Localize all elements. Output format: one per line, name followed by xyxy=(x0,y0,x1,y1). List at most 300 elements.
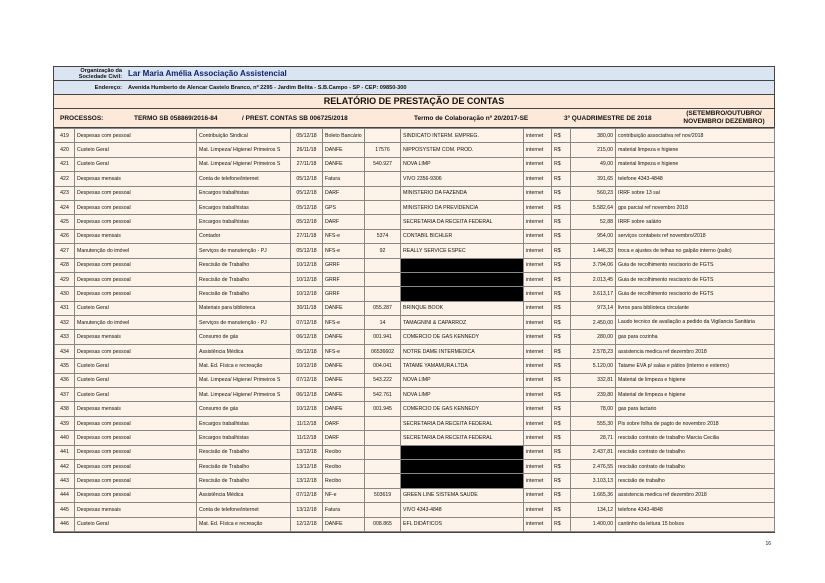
description-cell: Materiais para biblioteca xyxy=(197,301,291,315)
table-row xyxy=(55,200,775,214)
doc-type-cell: DARF xyxy=(323,431,365,445)
doc-type-cell: DANFE xyxy=(323,157,365,171)
payment-cell: internet xyxy=(524,388,552,402)
description-cell: Rescisão de Trabalho xyxy=(197,445,291,459)
row-number: 430 xyxy=(55,287,75,301)
table-row xyxy=(55,301,775,315)
notes-cell: telefone 4343-4848 xyxy=(616,503,775,517)
supplier-cell: BRINQUE BOOK xyxy=(401,301,524,315)
doc-type-cell: NFS-e xyxy=(323,344,365,358)
value-cell: 380,00 xyxy=(571,129,616,143)
category-cell: Custeio Geral xyxy=(75,359,197,373)
currency-cell: R$ xyxy=(552,445,571,459)
doc-number-cell xyxy=(365,474,401,488)
description-cell: Consumo de gás xyxy=(197,402,291,416)
value-cell: 391,65 xyxy=(571,172,616,186)
currency-cell: R$ xyxy=(552,459,571,473)
notes-cell: Pis sobre folha de pagto de novembro 2018 xyxy=(616,416,775,430)
address-value: Avenida Humberto de Alencar Castelo Branco, nº 2295 - Jardim Belita - S.B.Campo - SP - CEP: 09850-300 xyxy=(128,84,407,91)
date-cell: 10/12/18 xyxy=(291,402,323,416)
doc-number-cell xyxy=(365,215,401,229)
report-sheet xyxy=(53,66,775,533)
currency-cell: R$ xyxy=(552,301,571,315)
supplier-cell: MINISTERIO DA FAZENDA xyxy=(401,186,524,200)
address-label: Endereço: xyxy=(94,84,122,91)
table-row xyxy=(55,474,775,488)
supplier-cell xyxy=(401,474,524,488)
doc-number-cell: 004.041 xyxy=(365,359,401,373)
description-cell: Contribuição Sindical xyxy=(197,129,291,143)
notes-cell: troca e ajustes de telhas no galpão interno (palio) xyxy=(616,244,775,258)
value-cell: 28,71 xyxy=(571,431,616,445)
doc-type-cell: DANFE xyxy=(323,301,365,315)
notes-cell: Guia de recolhimento rescisorio de FGTS xyxy=(616,258,775,272)
category-cell: Manutenção do imóvel xyxy=(75,316,197,330)
table-row xyxy=(55,244,775,258)
notes-cell: contribuição associativa ref nov/2018 xyxy=(616,129,775,143)
date-cell: 26/11/18 xyxy=(291,143,323,157)
notes-cell: IRRF sobre 13 sal xyxy=(616,186,775,200)
payment-cell: internet xyxy=(524,229,552,243)
supplier-cell: TAMAGNINI & CAPARROZ xyxy=(401,316,524,330)
doc-number-cell xyxy=(365,416,401,430)
org-name: Lar Maria Amélia Associação Assistencial xyxy=(128,69,287,78)
doc-number-cell: 008.865 xyxy=(365,517,401,531)
date-cell: 06/12/18 xyxy=(291,330,323,344)
description-cell: Assistência Médica xyxy=(197,344,291,358)
category-cell: Custeio Geral xyxy=(75,143,197,157)
table-row xyxy=(55,344,775,358)
description-cell: Conta de telefone/internet xyxy=(197,172,291,186)
table-row xyxy=(55,488,775,502)
payment-cell: internet xyxy=(524,416,552,430)
doc-number-cell: 540.927 xyxy=(365,157,401,171)
description-cell: Encargos trabalhistas xyxy=(197,200,291,214)
date-cell: 05/12/18 xyxy=(291,186,323,200)
doc-type-cell: NFS-e xyxy=(323,316,365,330)
category-cell: Despesas com pessoal xyxy=(75,488,197,502)
table-row xyxy=(55,445,775,459)
category-cell: Despesas com pessoal xyxy=(75,258,197,272)
table-row xyxy=(55,157,775,171)
table-row xyxy=(55,287,775,301)
date-cell: 06/12/18 xyxy=(291,388,323,402)
table-row xyxy=(55,186,775,200)
doc-type-cell: NF-e xyxy=(323,488,365,502)
row-number: 441 xyxy=(55,445,75,459)
currency-cell: R$ xyxy=(552,172,571,186)
period-line-2: NOVEMBRO/ DEZEMBRO) xyxy=(683,117,765,125)
date-cell: 10/12/18 xyxy=(291,258,323,272)
doc-number-cell xyxy=(365,503,401,517)
category-cell: Despesas com pessoal xyxy=(75,431,197,445)
date-cell: 07/12/18 xyxy=(291,373,323,387)
value-cell: 280,00 xyxy=(571,330,616,344)
supplier-cell xyxy=(401,459,524,473)
payment-cell: internet xyxy=(524,359,552,373)
row-number: 431 xyxy=(55,301,75,315)
row-number: 436 xyxy=(55,373,75,387)
category-cell: Despesas com pessoal xyxy=(75,129,197,143)
notes-cell: gas para cozinha xyxy=(616,330,775,344)
value-cell: 2.437,81 xyxy=(571,445,616,459)
supplier-cell: CONTABIL BICHLER xyxy=(401,229,524,243)
date-cell: 13/12/18 xyxy=(291,459,323,473)
doc-number-cell: 06536602 xyxy=(365,344,401,358)
payment-cell: internet xyxy=(524,129,552,143)
currency-cell: R$ xyxy=(552,330,571,344)
table-row xyxy=(55,517,775,531)
doc-number-cell xyxy=(365,459,401,473)
row-number: 423 xyxy=(55,186,75,200)
process-2: / PREST. CONTAS SB 006725/2018 xyxy=(242,115,348,122)
table-row xyxy=(55,129,775,143)
table-row xyxy=(55,416,775,430)
supplier-cell: MINISTERIO DA PREVIDENCIA xyxy=(401,200,524,214)
payment-cell: internet xyxy=(524,445,552,459)
description-cell: Rescisão de Trabalho xyxy=(197,258,291,272)
row-number: 445 xyxy=(55,503,75,517)
currency-cell: R$ xyxy=(552,503,571,517)
payment-cell: internet xyxy=(524,488,552,502)
row-number: 443 xyxy=(55,474,75,488)
doc-number-cell: 17576 xyxy=(365,143,401,157)
row-number: 427 xyxy=(55,244,75,258)
supplier-cell: VIVO 4343-4848 xyxy=(401,503,524,517)
row-number: 424 xyxy=(55,200,75,214)
value-cell: 2.013,45 xyxy=(571,272,616,286)
doc-number-cell: 055.287 xyxy=(365,301,401,315)
description-cell: Mat. Limpeza/ Higiene/ Primeiros S xyxy=(197,157,291,171)
currency-cell: R$ xyxy=(552,287,571,301)
description-cell: Mat. Ed. Física e recreação xyxy=(197,517,291,531)
description-cell: Rescisão de Trabalho xyxy=(197,287,291,301)
row-number: 429 xyxy=(55,272,75,286)
value-cell: 5.120,00 xyxy=(571,359,616,373)
value-cell: 3.103,13 xyxy=(571,474,616,488)
date-cell: 10/12/18 xyxy=(291,359,323,373)
row-number: 425 xyxy=(55,215,75,229)
date-cell: 05/12/18 xyxy=(291,172,323,186)
currency-cell: R$ xyxy=(552,186,571,200)
org-label: Organização da Sociedade Civil: xyxy=(78,67,122,80)
notes-cell: Guia de recolhimento rescisorio de FGTS xyxy=(616,272,775,286)
category-cell: Despesas mensais xyxy=(75,330,197,344)
payment-cell: internet xyxy=(524,459,552,473)
doc-type-cell: GRRF xyxy=(323,287,365,301)
doc-type-cell: DANFE xyxy=(323,402,365,416)
currency-cell: R$ xyxy=(552,129,571,143)
value-cell: 3.794,06 xyxy=(571,258,616,272)
category-cell: Despesas mensais xyxy=(75,172,197,186)
expenses-table xyxy=(54,128,775,532)
row-number: 435 xyxy=(55,359,75,373)
supplier-cell: NOTRE DAME INTERMEDICA xyxy=(401,344,524,358)
notes-cell: material limpeza e higiene xyxy=(616,157,775,171)
payment-cell: internet xyxy=(524,244,552,258)
category-cell: Despesas mensais xyxy=(75,503,197,517)
table-row xyxy=(55,388,775,402)
category-cell: Despesas com pessoal xyxy=(75,445,197,459)
supplier-cell: NIPPOSYSTEM COM. PROD. xyxy=(401,143,524,157)
notes-cell: rescisão contrato de trabalho Marcia Cecilia xyxy=(616,431,775,445)
table-row xyxy=(55,258,775,272)
table-row xyxy=(55,143,775,157)
doc-type-cell: DANFE xyxy=(323,143,365,157)
category-cell: Custeio Geral xyxy=(75,301,197,315)
value-cell: 5.582,64 xyxy=(571,200,616,214)
supplier-cell: COMERCIO DE GAS KENNEDY xyxy=(401,402,524,416)
doc-type-cell: GRRF xyxy=(323,272,365,286)
table-row xyxy=(55,373,775,387)
notes-cell: rescisão contrato de trabalho xyxy=(616,459,775,473)
notes-cell: Guia de recolhimento rescisorio de FGTS xyxy=(616,287,775,301)
value-cell: 2.578,23 xyxy=(571,344,616,358)
value-cell: 3.613,17 xyxy=(571,287,616,301)
payment-cell: internet xyxy=(524,474,552,488)
description-cell: Mat. Limpeza/ Higiene/ Primeiros S xyxy=(197,388,291,402)
currency-cell: R$ xyxy=(552,359,571,373)
row-number: 428 xyxy=(55,258,75,272)
row-number: 434 xyxy=(55,344,75,358)
doc-number-cell: 001.945 xyxy=(365,402,401,416)
doc-number-cell: 14 xyxy=(365,316,401,330)
row-number: 444 xyxy=(55,488,75,502)
currency-cell: R$ xyxy=(552,344,571,358)
doc-type-cell: NFS-e xyxy=(323,244,365,258)
value-cell: 52,88 xyxy=(571,215,616,229)
process-row xyxy=(54,109,774,128)
payment-cell: internet xyxy=(524,373,552,387)
supplier-cell: SECRETARIA DA RECEITA FEDERAL xyxy=(401,431,524,445)
value-cell: 78,00 xyxy=(571,402,616,416)
doc-number-cell xyxy=(365,186,401,200)
row-number: 446 xyxy=(55,517,75,531)
doc-number-cell xyxy=(365,200,401,214)
payment-cell: internet xyxy=(524,215,552,229)
value-cell: 1.446,33 xyxy=(571,244,616,258)
supplier-cell: TATAME YAMAMURA LTDA xyxy=(401,359,524,373)
doc-number-cell xyxy=(365,287,401,301)
description-cell: Rescisão de Trabalho xyxy=(197,474,291,488)
notes-cell: IRRF sobre salário xyxy=(616,215,775,229)
row-number: 438 xyxy=(55,402,75,416)
currency-cell: R$ xyxy=(552,272,571,286)
row-number: 439 xyxy=(55,416,75,430)
payment-cell: internet xyxy=(524,344,552,358)
supplier-cell: EFL DIDÁTICOS xyxy=(401,517,524,531)
notes-cell: rescisão de trabalho xyxy=(616,474,775,488)
row-number: 421 xyxy=(55,157,75,171)
description-cell: Rescisão de Trabalho xyxy=(197,459,291,473)
payment-cell: internet xyxy=(524,143,552,157)
date-cell: 11/12/18 xyxy=(291,416,323,430)
category-cell: Despesas com pessoal xyxy=(75,416,197,430)
currency-cell: R$ xyxy=(552,474,571,488)
value-cell: 2.450,00 xyxy=(571,316,616,330)
row-number: 420 xyxy=(55,143,75,157)
supplier-cell: COMERCIO DE GAS KENNEDY xyxy=(401,330,524,344)
value-cell: 973,14 xyxy=(571,301,616,315)
category-cell: Despesas com pessoal xyxy=(75,272,197,286)
doc-number-cell xyxy=(365,172,401,186)
doc-type-cell: Recibo xyxy=(323,459,365,473)
doc-type-cell: DANFE xyxy=(323,373,365,387)
table-row xyxy=(55,172,775,186)
description-cell: Encargos trabalhistas xyxy=(197,416,291,430)
value-cell: 555,30 xyxy=(571,416,616,430)
payment-cell: internet xyxy=(524,157,552,171)
row-number: 440 xyxy=(55,431,75,445)
payment-cell: internet xyxy=(524,330,552,344)
doc-type-cell: Fatura xyxy=(323,172,365,186)
date-cell: 13/12/18 xyxy=(291,445,323,459)
period-line-1: (SETEMBRO/OUTUBRO/ xyxy=(686,110,762,117)
date-cell: 27/11/18 xyxy=(291,229,323,243)
description-cell: Mat. Limpeza/ Higiene/ Primeiros S xyxy=(197,373,291,387)
date-cell: 05/12/18 xyxy=(291,129,323,143)
description-cell: Serviços de manutenção - PJ xyxy=(197,316,291,330)
currency-cell: R$ xyxy=(552,244,571,258)
currency-cell: R$ xyxy=(552,157,571,171)
notes-cell: rescisão contrato de trabalho xyxy=(616,445,775,459)
description-cell: Mat. Limpeza/ Higiene/ Primeiros S xyxy=(197,143,291,157)
supplier-cell: NOVA LIMP xyxy=(401,157,524,171)
value-cell: 49,00 xyxy=(571,157,616,171)
doc-number-cell xyxy=(365,272,401,286)
doc-number-cell: 503619 xyxy=(365,488,401,502)
process-1: TERMO SB 058869/2016-84 xyxy=(134,115,218,122)
doc-number-cell: 92 xyxy=(365,244,401,258)
payment-cell: internet xyxy=(524,301,552,315)
description-cell: Conta de telefone/internet xyxy=(197,503,291,517)
row-number: 432 xyxy=(55,316,75,330)
quarter-label: 3º QUADRIMESTRE DE 2018 xyxy=(564,115,652,122)
currency-cell: R$ xyxy=(552,215,571,229)
payment-cell: internet xyxy=(524,200,552,214)
row-number: 442 xyxy=(55,459,75,473)
row-number: 426 xyxy=(55,229,75,243)
notes-cell: telefone 4343-4848 xyxy=(616,172,775,186)
doc-number-cell xyxy=(365,258,401,272)
date-cell: 05/12/18 xyxy=(291,244,323,258)
supplier-cell: NOVA LIMP xyxy=(401,388,524,402)
doc-type-cell: DANFE xyxy=(323,330,365,344)
currency-cell: R$ xyxy=(552,229,571,243)
currency-cell: R$ xyxy=(552,316,571,330)
date-cell: 05/12/18 xyxy=(291,344,323,358)
description-cell: Rescisão de Trabalho xyxy=(197,272,291,286)
currency-cell: R$ xyxy=(552,143,571,157)
description-cell: Assistência Médica xyxy=(197,488,291,502)
doc-type-cell: NFS-e xyxy=(323,229,365,243)
table-row xyxy=(55,431,775,445)
date-cell: 10/12/18 xyxy=(291,272,323,286)
doc-number-cell xyxy=(365,445,401,459)
payment-cell: internet xyxy=(524,402,552,416)
payment-cell: internet xyxy=(524,272,552,286)
payment-cell: internet xyxy=(524,172,552,186)
table-row xyxy=(55,330,775,344)
doc-type-cell: Recibo xyxy=(323,445,365,459)
date-cell: 13/12/18 xyxy=(291,503,323,517)
table-row xyxy=(55,359,775,373)
value-cell: 239,80 xyxy=(571,388,616,402)
date-cell: 30/11/18 xyxy=(291,301,323,315)
notes-cell: serviços contabeis ref novembro/2018 xyxy=(616,229,775,243)
category-cell: Despesas com pessoal xyxy=(75,186,197,200)
doc-type-cell: GRRF xyxy=(323,258,365,272)
row-number: 419 xyxy=(55,129,75,143)
notes-cell: assistencia medica ref dezembro 2018 xyxy=(616,488,775,502)
date-cell: 11/12/18 xyxy=(291,431,323,445)
page-number: 16 xyxy=(765,541,771,547)
notes-cell: livros para biblioteca circulante xyxy=(616,301,775,315)
currency-cell: R$ xyxy=(552,258,571,272)
currency-cell: R$ xyxy=(552,488,571,502)
payment-cell: internet xyxy=(524,287,552,301)
notes-cell: assistencia medica ref dezembro 2018 xyxy=(616,344,775,358)
row-number: 437 xyxy=(55,388,75,402)
value-cell: 1.400,00 xyxy=(571,517,616,531)
doc-type-cell: DANFE xyxy=(323,517,365,531)
payment-cell: internet xyxy=(524,431,552,445)
notes-cell: Material de limpeza e higiene xyxy=(616,388,775,402)
processes-label: PROCESSOS: xyxy=(60,115,104,122)
currency-cell: R$ xyxy=(552,200,571,214)
category-cell: Custeio Geral xyxy=(75,517,197,531)
org-row xyxy=(54,67,774,81)
description-cell: Encargos trabalhistas xyxy=(197,431,291,445)
table-row xyxy=(55,215,775,229)
supplier-cell: REALLY SERVICE ESPEC xyxy=(401,244,524,258)
value-cell: 560,23 xyxy=(571,186,616,200)
notes-cell: gas para lactario xyxy=(616,402,775,416)
category-cell: Custeio Geral xyxy=(75,157,197,171)
doc-type-cell: Recibo xyxy=(323,474,365,488)
category-cell: Custeio Geral xyxy=(75,388,197,402)
description-cell: Encargos trabalhistas xyxy=(197,215,291,229)
doc-type-cell: GPS xyxy=(323,200,365,214)
table-row xyxy=(55,229,775,243)
category-cell: Despesas com pessoal xyxy=(75,459,197,473)
category-cell: Manutenção do imóvel xyxy=(75,244,197,258)
payment-cell: internet xyxy=(524,316,552,330)
value-cell: 215,00 xyxy=(571,143,616,157)
description-cell: Mat. Ed. Física e recreação xyxy=(197,359,291,373)
doc-number-cell: 5374 xyxy=(365,229,401,243)
doc-type-cell: DANFE xyxy=(323,388,365,402)
date-cell: 07/12/18 xyxy=(291,316,323,330)
table-row xyxy=(55,316,775,330)
row-number: 433 xyxy=(55,330,75,344)
supplier-cell: VIVO 2356-9306 xyxy=(401,172,524,186)
doc-type-cell: DARF xyxy=(323,215,365,229)
supplier-cell xyxy=(401,287,524,301)
doc-type-cell: DARF xyxy=(323,416,365,430)
payment-cell: internet xyxy=(524,517,552,531)
doc-type-cell: Boleto Bancário xyxy=(323,129,365,143)
description-cell: Encargos trabalhistas xyxy=(197,186,291,200)
doc-type-cell: Fatura xyxy=(323,503,365,517)
date-cell: 05/12/18 xyxy=(291,200,323,214)
supplier-cell: SECRETARIA DA RECEITA FEDERAL xyxy=(401,215,524,229)
supplier-cell: GREEN LINE SISTEMA SAUDE xyxy=(401,488,524,502)
date-cell: 07/12/18 xyxy=(291,488,323,502)
value-cell: 134,12 xyxy=(571,503,616,517)
description-cell: Contador xyxy=(197,229,291,243)
address-row xyxy=(54,81,774,95)
